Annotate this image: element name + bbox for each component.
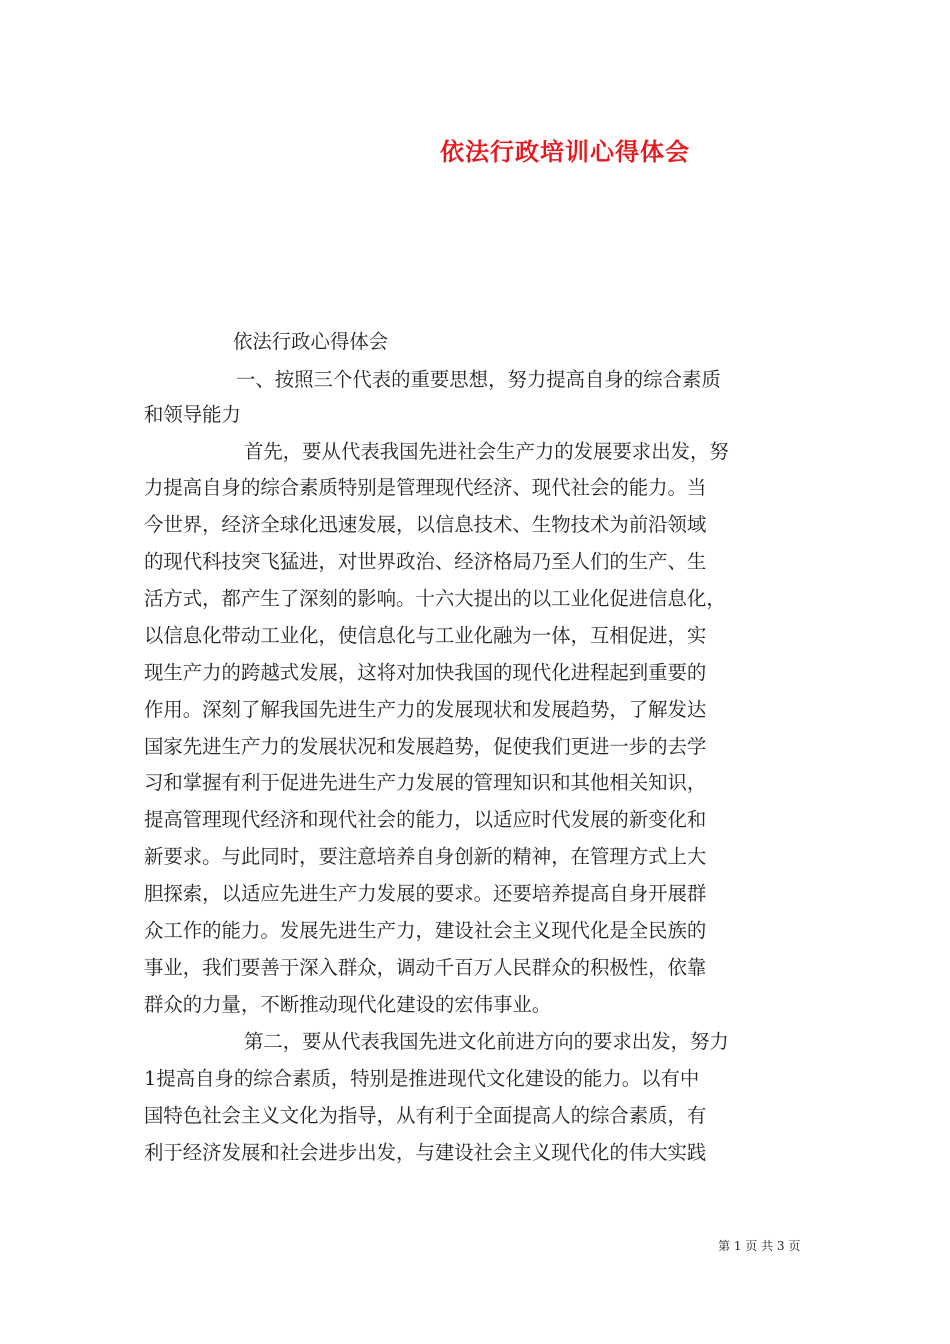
text-line: 群众的力量，不断推动现代化建设的宏伟事业。: [144, 993, 552, 1016]
text-line: 今世界，经济全球化迅速发展，以信息技术、生物技术为前沿领域: [144, 513, 707, 536]
page-number: 第 1 页 共 3 页: [718, 1239, 801, 1253]
text-line: 第二，要从代表我国先进文化前进方向的要求出发，努力: [244, 1030, 729, 1053]
section-subtitle: 依法行政心得体会: [233, 330, 389, 353]
text-line: 首先，要从代表我国先进社会生产力的发展要求出发，努: [244, 440, 729, 463]
text-line: 以信息化带动工业化，使信息化与工业化融为一体，互相促进，实: [144, 624, 707, 647]
text-line: 习和掌握有利于促进先进生产力发展的管理知识和其他相关知识，: [144, 771, 707, 794]
text-line: 国特色社会主义文化为指导，从有利于全面提高人的综合素质，有: [144, 1104, 707, 1127]
document-title: 依法行政培训心得体会: [440, 137, 690, 166]
text-line: 和领导能力: [144, 403, 241, 426]
text-line: 力提高自身的综合素质特别是管理现代经济、现代社会的能力。当: [144, 476, 707, 499]
text-line: 的现代科技突飞猛进，对世界政治、经济格局乃至人们的生产、生: [144, 550, 707, 573]
text-line: 活方式，都产生了深刻的影响。十六大提出的以工业化促进信息化，: [144, 587, 726, 610]
text-line: 一、按照三个代表的重要思想，努力提高自身的综合素质: [236, 368, 721, 391]
text-line: 众工作的能力。发展先进生产力，建设社会主义现代化是全民族的: [144, 919, 707, 942]
text-line: 1提高自身的综合素质，特别是推进现代文化建设的能力。以有中: [144, 1067, 700, 1090]
text-line: 新要求。与此同时，要注意培养自身创新的精神，在管理方式上大: [144, 845, 707, 868]
text-line: 作用。深刻了解我国先进生产力的发展现状和发展趋势，了解发达: [144, 698, 707, 721]
text-line: 现生产力的跨越式发展，这将对加快我国的现代化进程起到重要的: [144, 661, 707, 684]
text-line: 利于经济发展和社会进步出发，与建设社会主义现代化的伟大实践: [144, 1141, 707, 1164]
text-line: 提高管理现代经济和现代社会的能力，以适应时代发展的新变化和: [144, 808, 707, 831]
text-line: 胆探索，以适应先进生产力发展的要求。还要培养提高自身开展群: [144, 882, 707, 905]
text-line: 事业，我们要善于深入群众，调动千百万人民群众的积极性，依靠: [144, 956, 707, 979]
text-line: 国家先进生产力的发展状况和发展趋势，促使我们更进一步的去学: [144, 735, 707, 758]
